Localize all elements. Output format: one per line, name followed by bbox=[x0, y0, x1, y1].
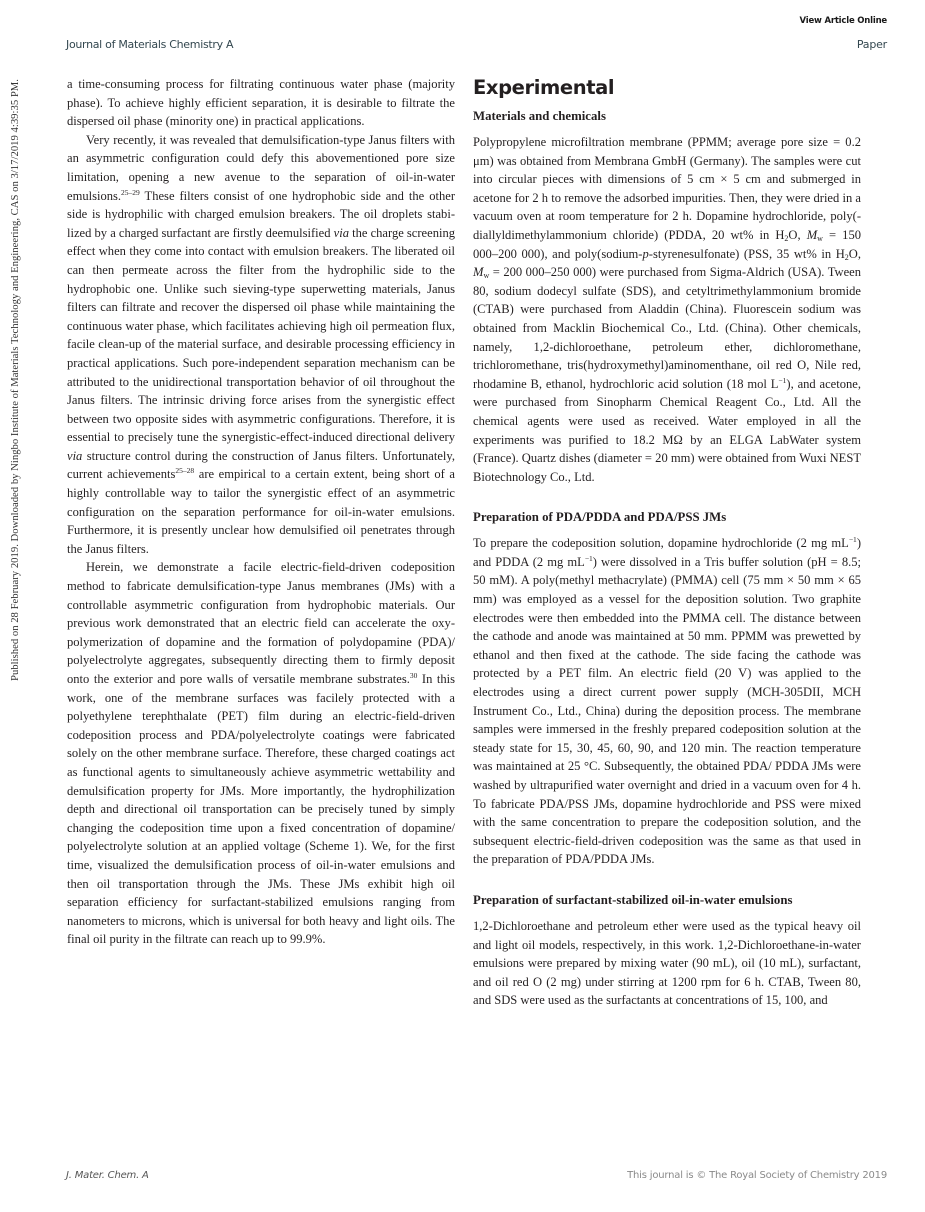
right-column bbox=[473, 75, 861, 1010]
italic-symbol: p bbox=[642, 246, 649, 261]
text-run: ) and PDDA (2 mg mL bbox=[473, 536, 861, 569]
text-run: To prepare the codeposition solution, dopamine hydrochloride (2 mg mL bbox=[473, 536, 849, 551]
paragraph-herein bbox=[67, 558, 455, 948]
copyright-notice: This journal is © The Royal Society of Chemistry 2019 bbox=[627, 1170, 887, 1181]
italic-symbol: M bbox=[473, 265, 484, 280]
view-article-online-link[interactable]: View Article Online bbox=[799, 16, 887, 26]
paragraph-preparation-jms bbox=[473, 534, 861, 869]
subsection-title-preparation-jms: Preparation of PDA/PDDA and PDA/PSS JMs bbox=[473, 510, 727, 525]
subscript: w bbox=[483, 271, 490, 281]
left-column bbox=[67, 75, 455, 949]
text-run: the charge screening effect when they come into contact with emulsion breakers. The liberated oil can then permeate across the filter from the hydrophilic side to the hydrophobic one. Unlike such sieving-type superwetting materials, Janus filters can filtrate and recover the dispersed oil phase while maintaining the continuous water phase, which facilitates achieving high oil permeation flux, facile clean-up of the material surface, and desirable processing efficiency in practical applications. Such pore-independent separation mechanism can be attributed to the unidirectional transportation behavior of oil throughout the Janus filters. The intrinsic driving force arises from the synergistic effect between two opposite sides with asymmetric configurations. Therefore, it is essential to precisely tune the synergistic-effect-induced directional delivery bbox=[67, 225, 456, 445]
text-run: are empirical to a certain extent, being short of a highly controllable way to tailor the synergistic effect of an asymmetric configuration on the separation performance for oil-in-water emulsions. Furthermore, it is presently unclear how demulsified oil penetrates through the Janus filters. bbox=[67, 467, 455, 556]
text-run: O, bbox=[788, 227, 807, 242]
italic-via: via bbox=[333, 225, 349, 240]
citation-ref[interactable]: 25–29 bbox=[121, 187, 140, 197]
journal-name: Journal of Materials Chemistry A bbox=[66, 38, 234, 51]
article-type: Paper bbox=[856, 38, 887, 51]
subsection-title-preparation-emulsions: Preparation of surfactant-stabilized oil-in-water emulsions bbox=[473, 892, 793, 907]
subscript: 2 bbox=[784, 233, 789, 243]
paragraph-materials bbox=[473, 133, 861, 486]
download-notice-text: Published on 28 February 2019. Downloaded by Ningbo Institute of Materials Technology and Engineering, CAS on 3/17/2019 4:39:35 PM. bbox=[9, 79, 21, 681]
text-run: In this work, one of the membrane surfaces was facilely protected with a polyethylene terephthalate (PET) film during an electric-field-driven codeposition process and PDA/polyelectrolyte coatings were fabricated solely on the other membrane surface. Therefore, these charged coatings act as functional agents to simultaneously achieve asymmetric wettability and demulsification property for JMs. More importantly, the hydrophilization depth and directional oil transportation can be precisely tuned by simply changing the codeposition time upon a fixed concentration of dopamine/ polyelectrolyte solution at an applied voltage (Scheme 1). We, for the first time, visualized the demulsification process of oil-in-water emulsions and then oil transportation through the JMs. These JMs exhibit high oil separation efficiency for surfactant-stabilized emulsions ranging from nanometers to microns, which is universal for both heavy and light oils. The final oil purity in the filtrate can reach up to 99.9%. bbox=[67, 672, 456, 947]
superscript: −1 bbox=[584, 553, 593, 563]
section-title-experimental: Experimental bbox=[473, 76, 615, 99]
text-run: ) were dissolved in a Tris buffer solution (pH = 8.5; 50 mM). A poly(methyl methacrylate) (PMMA) cell (75 mm × 50 mm × 65 mm) was employed as a vessel for the deposition solution. Two graphite electrodes were then embedded into the PMMA cell. The distance between the cathode and anode was maintained at 50 mm. PPMM was prewetted by ethanol and then fixed at the cathode. The side facing the cathode was protected by a PET film. An electric field (20 V) was applied to the electrodes using a direct current power supply (MCH-305DII, MCH Instrument Co., Ltd., China) during the deposition process. The membrane samples were immersed in the freshly prepared codeposition solution at the steady state for 15, 30, 45, 60, 90, and 120 min. The reaction temperature was maintained at 25 °C. Subsequently, the obtained PDA/ PDDA JMs were washed by ultrapurified water overnight and dried in a vacuum oven for 4 h. To fabricate PDA/PSS JMs, dopamine hydrochloride and PSS were mixed with the same concentration to prepare the codeposition solution, and the subsequent electric-field-driven codeposition was the same as that used in the preparation of PDA/PDDA JMs. bbox=[473, 554, 862, 867]
text-run: Polypropylene microfiltration membrane (PPMM; average pore size = 0.2 μm) was obtained from Membrana GmbH (Germany). The samples were cut into circular pieces with dimensions of 5 cm × 5 cm and submerged in acetone for 2 h to remove the adsorbed impurities. Then, they were dried in a vacuum oven at room temperature for 2 h. Dopamine hydrochloride, poly(-diallyldimethylammonium chloride) (PDDA, 20 wt% in H bbox=[473, 135, 861, 242]
superscript: −1 bbox=[778, 375, 787, 385]
page-footer bbox=[66, 1170, 887, 1184]
text-run: = 150 000–200 000), and poly(sodium- bbox=[473, 227, 861, 261]
citation-ref[interactable]: 25–28 bbox=[175, 466, 195, 476]
subsection-title-materials: Materials and chemicals bbox=[473, 109, 606, 123]
subscript: w bbox=[817, 233, 823, 243]
text-run: Herein, we demonstrate a facile electric-field-driven codeposition method to fabricate demulsification-type Janus membranes (JMs) with a controllable asymmetric configuration from hydrophobic materials. Our previous work demonstrated that an electric field can accelerate the oxy-polymerization of dopamine and the formation of polydopamine (PDA)/ polyelectrolyte aggregates, subsequently directing them to firmly deposit onto the exterior and pore walls of versatile membrane substrates. bbox=[67, 560, 455, 686]
journal-citation: J. Mater. Chem. A bbox=[66, 1170, 149, 1181]
paragraph-intro-continued: a time-consuming process for filtrating continuous water phase (majority phase). To achieve highly efficient separation, it is desirable to filtrate the dispersed oil phase (minority one) in practical applications. bbox=[67, 77, 455, 129]
superscript: −1 bbox=[848, 535, 857, 545]
text-run: ), and acetone, were purchased from Sinopharm Chemical Reagent Co., Ltd. All the chemical agents were used as received. Water employed in all the experiments was purified to 18.2 MΩ by an ELGA LabWater system (France). Quartz dishes (diameter = 20 mm) were obtained from Wuxi NEST Biotechnology Co., Ltd. bbox=[473, 376, 861, 484]
text-run: These filters consist of one hydrophobic side and the other side is hydrophilic with charged emulsion breakers. The oil droplets stabilized by a charged surfactant are firstly deemulsified bbox=[67, 188, 455, 240]
text-run: O, bbox=[848, 246, 861, 261]
running-header bbox=[66, 38, 887, 54]
subscript: 2 bbox=[844, 252, 849, 262]
citation-ref[interactable]: 30 bbox=[409, 671, 418, 680]
text-run: = 200 000–250 000) were purchased from Sigma-Aldrich (USA). Tween 80, sodium dodecyl sulfate (SDS), and cetyltrimethylammonium bromide (CTAB) were purchased from Aladdin (China). Fluorescein sodium was obtained from Macklin Biochemical Co., Ltd. (China). Other chemicals, namely, 1,2-dichloroethane, petroleum ether, dichloromethane, trichloromethane, tris(hydroxymethyl)aminomenthane, oil red O, Nile red, rhodamine B, ethanol, hydrochloric acid solution (18 mol L bbox=[473, 265, 861, 391]
text-run: -styrenesulfonate) (PSS, 35 wt% in H bbox=[648, 246, 845, 261]
italic-symbol: M bbox=[806, 227, 818, 242]
text-run: structure control during the construction of Janus filters. Unfortunately, current achievements bbox=[67, 448, 455, 482]
paragraph-janus-filters bbox=[67, 131, 455, 559]
download-notice-sidebar bbox=[6, 75, 24, 685]
paragraph-preparation-emulsions: 1,2-Dichloroethane and petroleum ether were used as the typical heavy oil and light oil models, respectively, in this work. 1,2-Dichloroethane-in-water emulsions were prepared by mixing water (90 mL), oil (10 mL), surfactant, and oil red O (2 mg) under stirring at 1200 rpm for 6 h. CTAB, Tween 80, and SDS were used as the surfactants at concentrations of 15, 100, and bbox=[473, 918, 861, 1008]
italic-via: via bbox=[67, 448, 83, 463]
text-run: Very recently, it was revealed that demulsification-type Janus filters with an asymmetric configuration could defy this abovementioned pore size limitation, opening a new avenue to the separation of oil-in-water emulsions. bbox=[67, 132, 455, 203]
